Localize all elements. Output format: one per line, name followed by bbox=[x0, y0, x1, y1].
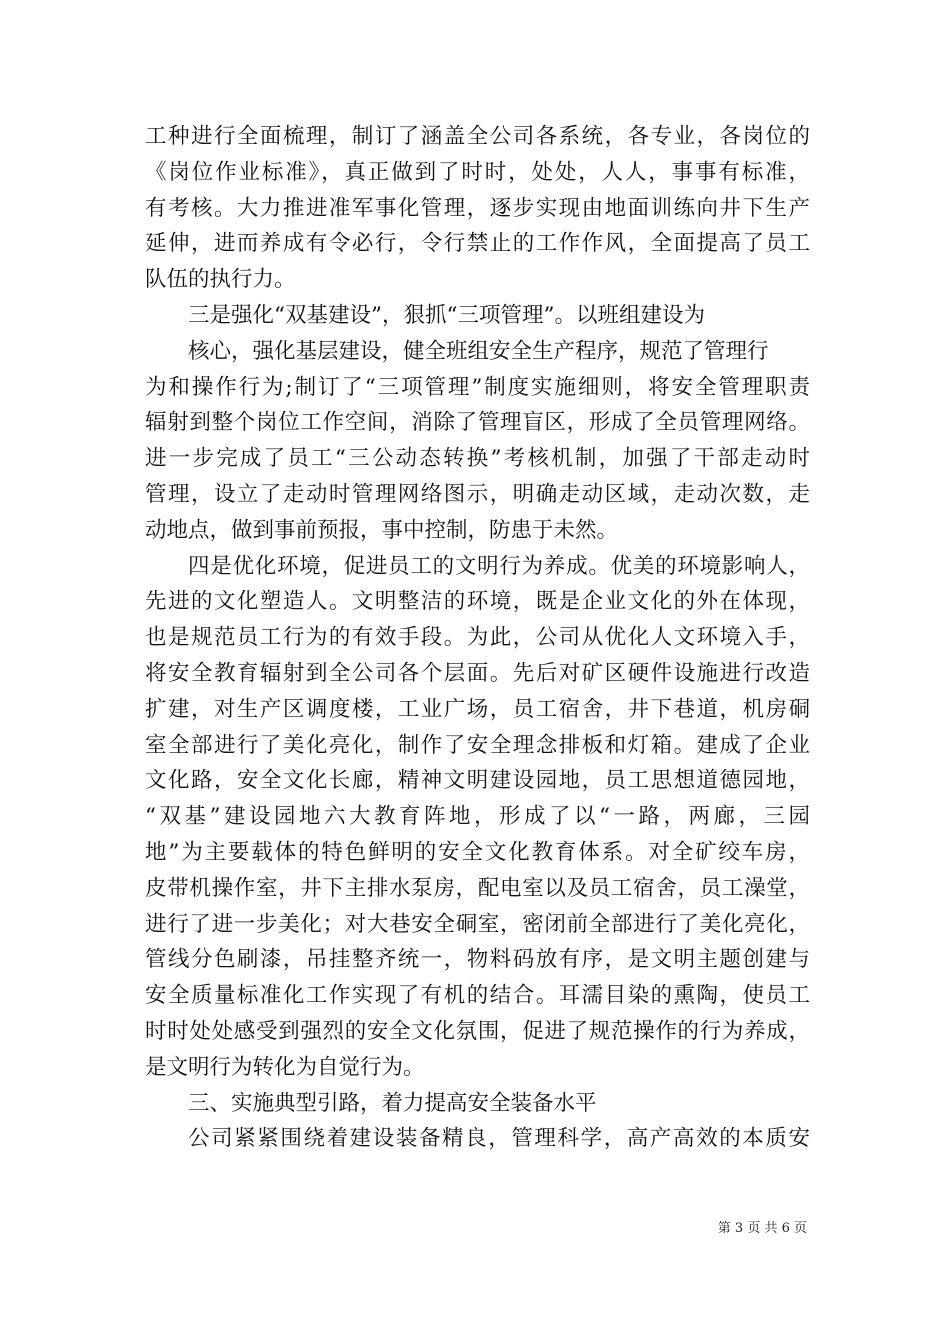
text-line: 管线分色刷漆，吊挂整齐统一，物料码放有序，是文明主题创建与 bbox=[145, 947, 810, 973]
text-line: 进一步完成了员工“三公动态转换”考核机制，加强了干部走动时 bbox=[145, 446, 810, 472]
text-line: 也是规范员工行为的有效手段。为此，公司从优化人文环境入手， bbox=[145, 625, 810, 651]
text-line: “双基”建设园地六大教育阵地，形成了以“一路，两廊，三园 bbox=[145, 804, 810, 830]
text-line: 是文明行为转化为自觉行为。 bbox=[145, 1054, 425, 1080]
text-line: 文化路，安全文化长廊，精神文明建设园地，员工思想道德园地， bbox=[145, 768, 810, 794]
text-line: 地”为主要载体的特色鲜明的安全文化教育体系。对全矿绞车房， bbox=[145, 839, 810, 865]
text-line: 延伸，进而养成有令必行，令行禁止的工作作风，全面提高了员工 bbox=[145, 231, 810, 257]
text-line: 工种进行全面梳理，制订了涵盖全公司各系统，各专业，各岗位的 bbox=[145, 124, 810, 149]
paragraph-start-line: 三是强化“双基建设”，狠抓“三项管理”。以班组建设为 bbox=[188, 302, 705, 328]
text-line: 室全部进行了美化亮化，制作了安全理念排板和灯箱。建成了企业 bbox=[145, 732, 810, 758]
text-line: 皮带机操作室，井下主排水泵房，配电室以及员工宿舍，员工澡堂， bbox=[145, 875, 810, 901]
text-line: 有考核。大力推进准军事化管理，逐步实现由地面训练向井下生产 bbox=[145, 195, 810, 221]
text-line: 动地点，做到事前预报，事中控制，防患于未然。 bbox=[145, 517, 619, 543]
section-heading: 三、实施典型引路，着力提高安全装备水平 bbox=[188, 1090, 597, 1116]
text-line: 进行了进一步美化；对大巷安全硐室，密闭前全部进行了美化亮化， bbox=[145, 911, 810, 937]
text-line: 扩建，对生产区调度楼，工业广场，员工宿舍，井下巷道，机房硐 bbox=[145, 696, 810, 722]
paragraph-start-line: 四是优化环境，促进员工的文明行为养成。优美的环境影响人， bbox=[188, 553, 810, 579]
text-line: 核心，强化基层建设，健全班组安全生产程序，规范了管理行 bbox=[188, 338, 769, 364]
text-line: 先进的文化塑造人。文明整洁的环境，既是企业文化的外在体现， bbox=[145, 589, 810, 615]
page-number-footer: 第 3 页 共 6 页 bbox=[717, 1221, 807, 1236]
body-text bbox=[145, 119, 810, 1157]
text-line: 时时处处感受到强烈的安全文化氛围，促进了规范操作的行为养成， bbox=[145, 1018, 810, 1044]
text-line: 队伍的执行力。 bbox=[145, 267, 296, 293]
text-line: 安全质量标准化工作实现了有机的结合。耳濡目染的熏陶，使员工 bbox=[145, 983, 810, 1009]
text-line: 管理，设立了走动时管理网络图示，明确走动区域，走动次数，走 bbox=[145, 481, 810, 507]
text-line: 辐射到整个岗位工作空间，消除了管理盲区，形成了全员管理网络。 bbox=[145, 410, 810, 436]
paragraph-start-line: 公司紧紧围绕着建设装备精良，管理科学，高产高效的本质安 bbox=[188, 1126, 810, 1152]
text-line: 《岗位作业标准》，真正做到了时时，处处，人人，事事有标准， bbox=[145, 159, 810, 185]
text-line: 为和操作行为;制订了“三项管理”制度实施细则，将安全管理职责 bbox=[145, 374, 810, 400]
text-line: 将安全教育辐射到全公司各个层面。先后对矿区硬件设施进行改造 bbox=[145, 660, 810, 686]
